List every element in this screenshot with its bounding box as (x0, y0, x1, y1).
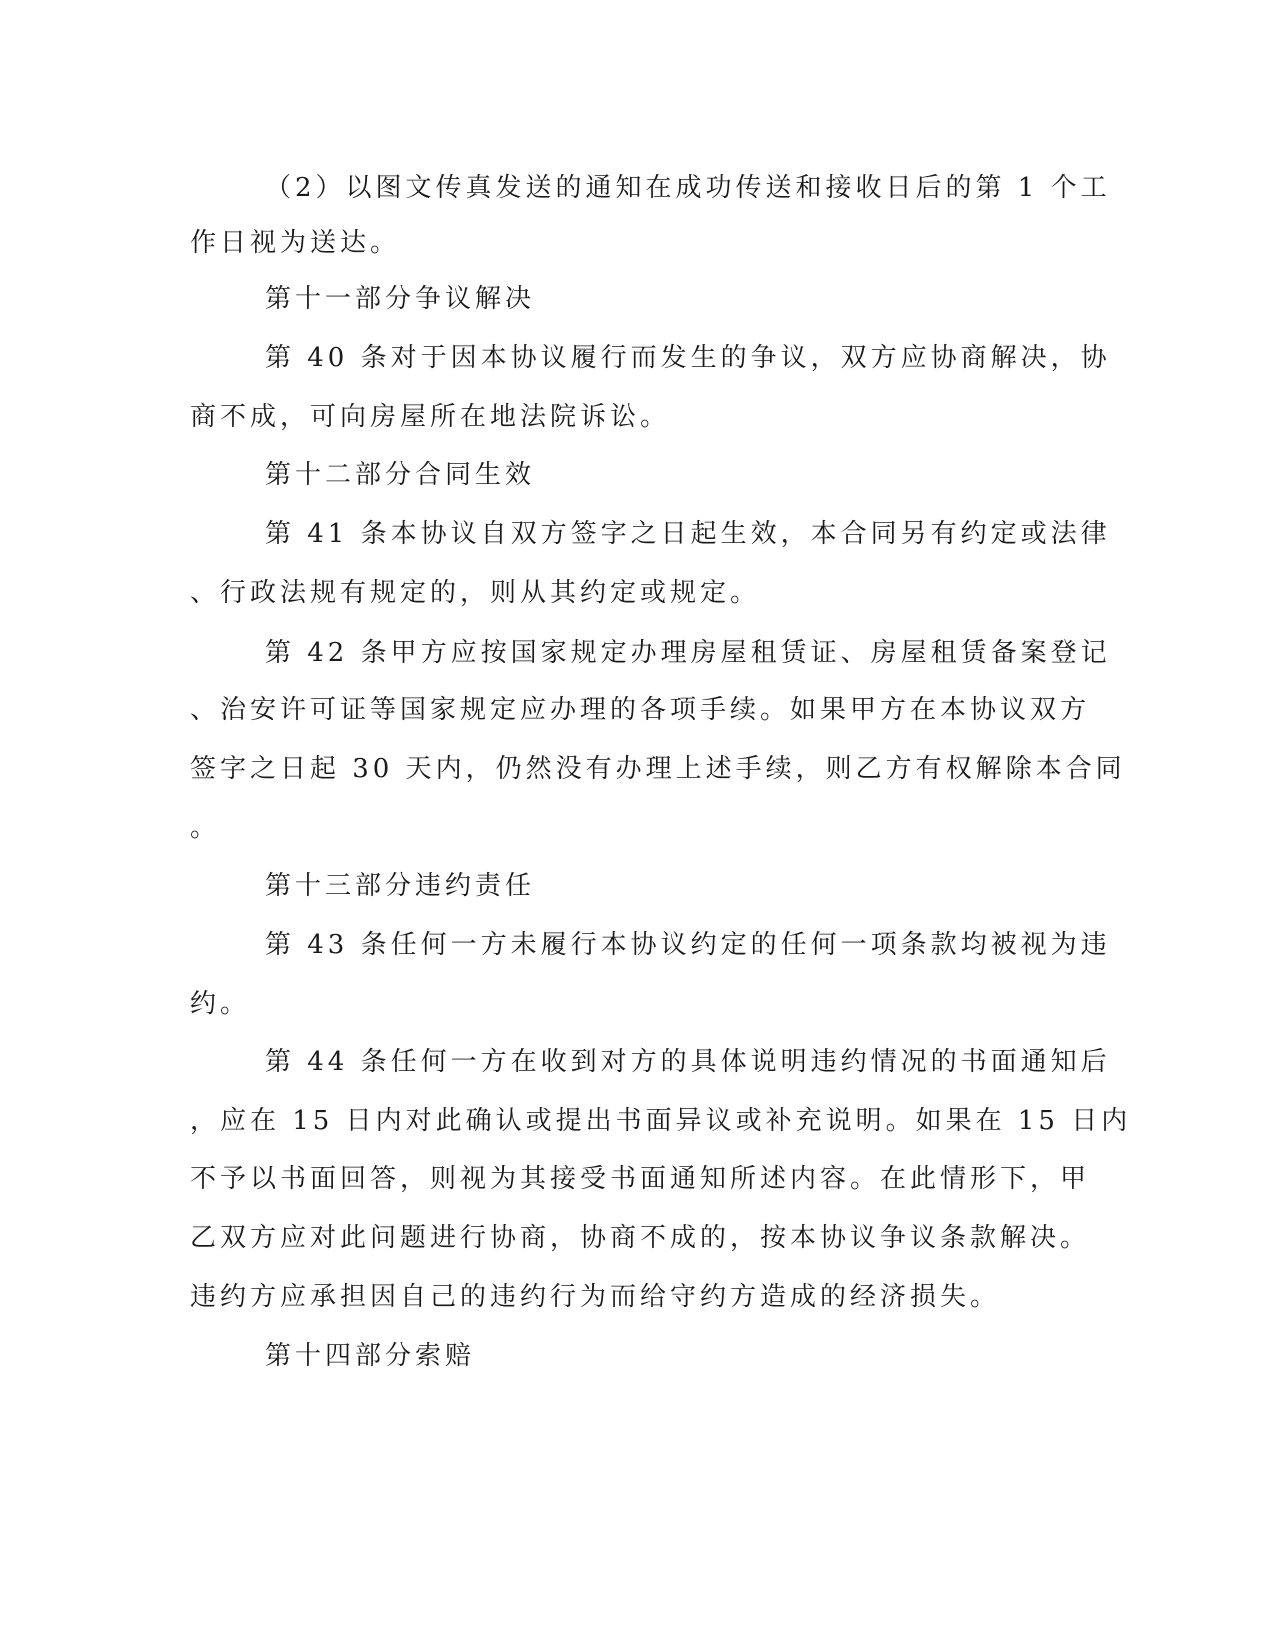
text-line: 第 42 条甲方应按国家规定办理房屋租赁证、房屋租赁备案登记 (265, 638, 1111, 668)
text-line: （2）以图文传真发送的通知在成功传送和接收日后的第 1 个工 (265, 173, 1111, 203)
text-line: 商不成，可向房屋所在地法院诉讼。 (190, 402, 671, 432)
text-line: 签字之日起 30 天内，仍然没有办理上述手续，则乙方有权解除本合同 (190, 754, 1126, 784)
text-line: 。 (190, 813, 221, 843)
text-line: ，应在 15 日内对此确认或提出书面异议或补充说明。如果在 15 日内 (190, 1106, 1132, 1136)
text-line: 第 41 条本协议自双方签字之日起生效，本合同另有约定或法律 (265, 519, 1111, 549)
section-heading: 第十三部分违约责任 (265, 871, 536, 901)
text-line: 第 40 条对于因本协议履行而发生的争议，双方应协商解决，协 (265, 343, 1111, 373)
text-line: 约。 (190, 989, 251, 1019)
section-heading: 第十四部分索赔 (265, 1341, 476, 1371)
text-line: 、治安许可证等国家规定应办理的各项手续。如果甲方在本协议双方 (190, 695, 1091, 725)
text-line: 作日视为送达。 (190, 228, 401, 258)
text-line: 不予以书面回答，则视为其接受书面通知所述内容。在此情形下，甲 (190, 1164, 1091, 1194)
text-line: 第 43 条任何一方未履行本协议约定的任何一项条款均被视为违 (265, 930, 1111, 960)
text-line: 违约方应承担因自己的违约行为而给守约方造成的经济损失。 (190, 1282, 1001, 1312)
text-line: 、行政法规有规定的，则从其约定或规定。 (190, 578, 761, 608)
section-heading: 第十一部分争议解决 (265, 284, 536, 314)
text-line: 乙双方应对此问题进行协商，协商不成的，按本协议争议条款解决。 (190, 1223, 1091, 1253)
section-heading: 第十二部分合同生效 (265, 460, 536, 490)
text-line: 第 44 条任何一方在收到对方的具体说明违约情况的书面通知后 (265, 1047, 1111, 1077)
